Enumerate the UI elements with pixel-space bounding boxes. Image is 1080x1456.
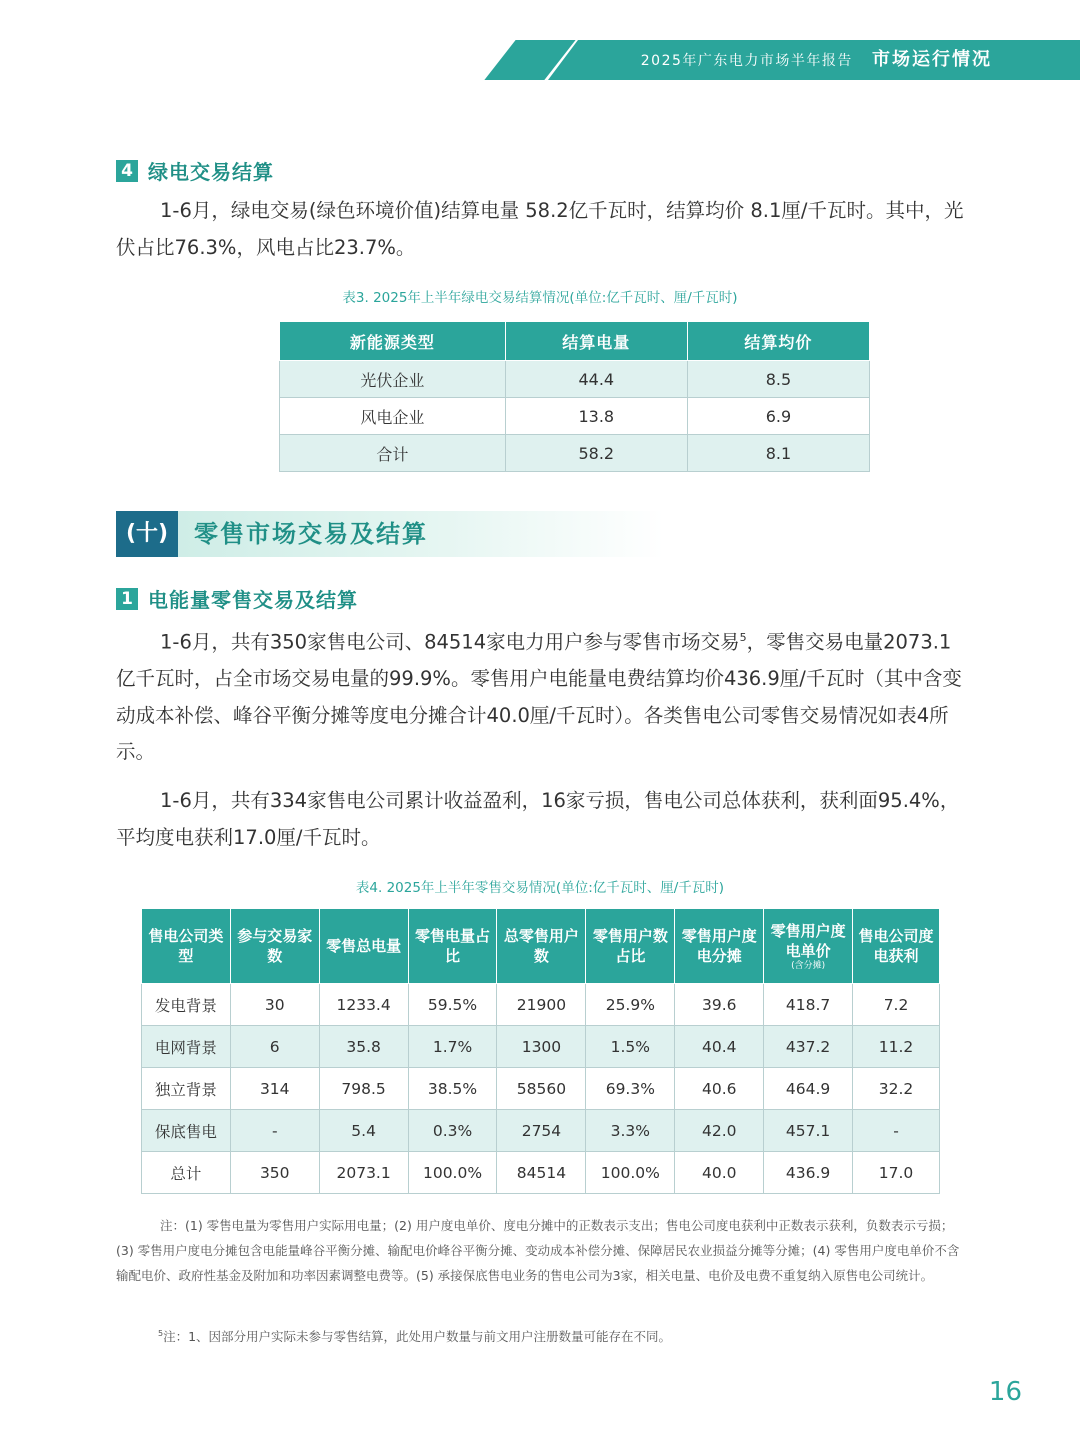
table-header-cell: 总零售用户数 (497, 909, 586, 984)
footnote-marker: 5 (158, 1328, 164, 1338)
green-trading-paragraph: 1-6月，绿电交易(绿色环境价值)结算电量 58.2亿千瓦时，结算均价 8.1厘/千瓦时。其中，光伏占比76.3%，风电占比23.7%。 (116, 199, 964, 259)
retail-paragraph-1 (116, 620, 968, 771)
table-note: 注：(1) 零售电量为零售用户实际用电量；(2) 用户度电单价、度电分摊中的正数表示支出；售电公司度电获利中正数表示获利，负数表示亏损；(3) 零售用户度电分摊包含电能量峰谷平衡分摊、输配电价峰谷平衡分摊、变动成本补偿分摊、保障居民农业损益分摊等分摊；(4) 零售用户度电单价不含输配电价、政府性基金及附加和功率因素调整电费等。(5) 承接保底售电业务的售电公司为3家，相关电量、电价及电费不重复纳入原售电公司统计。 (116, 1218, 960, 1283)
table-cell: 7.2 (853, 984, 940, 1026)
table-cell: 314 (230, 1068, 319, 1110)
table-row (142, 1026, 940, 1068)
subheading-title: 绿电交易结算 (148, 160, 274, 184)
table-cell: 8.1 (687, 435, 869, 472)
footnote-ref: 5 (739, 631, 747, 644)
table-row (142, 1110, 940, 1152)
table-cell: 11.2 (853, 1026, 940, 1068)
subheading-title: 电能量零售交易及结算 (148, 588, 358, 612)
table-header-cell: 零售用户数占比 (586, 909, 675, 984)
table-cell: - (853, 1110, 940, 1152)
table-header-cell: 零售总电量 (319, 909, 408, 984)
page-number: 16 (988, 1377, 1022, 1407)
table-cell: 合计 (280, 435, 506, 472)
table-cell: 436.9 (764, 1152, 853, 1194)
table-cell: 17.0 (853, 1152, 940, 1194)
table-cell: 40.0 (675, 1152, 764, 1194)
table-header-row (280, 322, 870, 361)
report-title: 2025年广东电力市场半年报告 (640, 53, 853, 69)
table-cell: 350 (230, 1152, 319, 1194)
table-header-note: (含分摊) (791, 961, 826, 971)
table-header-label: 零售用户度电单价 (770, 922, 846, 960)
table-cell: 2073.1 (319, 1152, 408, 1194)
table-row (280, 361, 870, 398)
table-cell: 100.0% (586, 1152, 675, 1194)
page-header (641, 40, 992, 80)
section-number: (十) (116, 511, 178, 557)
table-cell: 25.9% (586, 984, 675, 1026)
table-cell: 42.0 (675, 1110, 764, 1152)
table-cell: 6 (230, 1026, 319, 1068)
table-header-cell: 结算电量 (505, 322, 687, 361)
table-cell: 保底售电 (142, 1110, 231, 1152)
subheading-retail (116, 584, 358, 613)
table-header-cell-unit-price (764, 909, 853, 984)
table-header-cell: 参与交易家数 (230, 909, 319, 984)
table-cell: 84514 (497, 1152, 586, 1194)
table-cell: 1.5% (586, 1026, 675, 1068)
table-cell: 38.5% (408, 1068, 497, 1110)
footnote-text: 注：1、因部分用户实际未参与零售结算，此处用户数量与前文用户注册数量可能存在不同。 (163, 1329, 672, 1344)
table-header-row (142, 909, 940, 984)
footnote (158, 1327, 671, 1345)
table-cell: 437.2 (764, 1026, 853, 1068)
table-cell: 0.3% (408, 1110, 497, 1152)
table-cell: 32.2 (853, 1068, 940, 1110)
table-cell: 8.5 (687, 361, 869, 398)
table-cell: 风电企业 (280, 398, 506, 435)
table-header-cell: 零售用户度电分摊 (675, 909, 764, 984)
subheading-number: 4 (116, 160, 138, 182)
retail-paragraph-1-end: ，零售交易电量2073.1亿千瓦时，占全市场交易电量的99.9%。零售用户电能量电费结算均价436.9厘/千瓦时（其中含变动成本补偿、峰谷平衡分摊等度电分摊合计40.0厘/千瓦时）。各类售电公司零售交易情况如表4所示。 (116, 630, 962, 763)
table-cell: 光伏企业 (280, 361, 506, 398)
section-title: 市场运行情况 (872, 49, 992, 70)
table-header-cell: 新能源类型 (280, 322, 506, 361)
table4-caption: 表4. 2025年上半年零售交易情况(单位:亿千瓦时、厘/千瓦时) (355, 880, 725, 896)
table3-caption: 表3. 2025年上半年绿电交易结算情况(单位:亿千瓦时、厘/千瓦时) (342, 290, 738, 306)
table-cell: 44.4 (505, 361, 687, 398)
table-cell: 2754 (497, 1110, 586, 1152)
table-cell: 100.0% (408, 1152, 497, 1194)
table-body (142, 984, 940, 1194)
table-cell: 39.6 (675, 984, 764, 1026)
table-row (142, 984, 940, 1026)
table-cell: 464.9 (764, 1068, 853, 1110)
table-cell: 40.4 (675, 1026, 764, 1068)
table-cell: 总计 (142, 1152, 231, 1194)
table-row (142, 1068, 940, 1110)
table-row (280, 435, 870, 472)
table-cell: 13.8 (505, 398, 687, 435)
table-cell: 798.5 (319, 1068, 408, 1110)
subheading-green-trading (116, 156, 274, 185)
table-cell: 58560 (497, 1068, 586, 1110)
section-banner (116, 511, 664, 557)
table-cell: 独立背景 (142, 1068, 231, 1110)
table-header-cell: 售电公司类型 (142, 909, 231, 984)
section-heading: 零售市场交易及结算 (194, 520, 428, 548)
subheading-number: 1 (116, 588, 138, 610)
table-cell: 35.8 (319, 1026, 408, 1068)
table-header-cell: 结算均价 (687, 322, 869, 361)
table-cell: 6.9 (687, 398, 869, 435)
table-cell: 40.6 (675, 1068, 764, 1110)
table-cell: 1300 (497, 1026, 586, 1068)
table-cell: 21900 (497, 984, 586, 1026)
table-header-cell: 售电公司度电获利 (853, 909, 940, 984)
table-cell: 69.3% (586, 1068, 675, 1110)
table-cell: 59.5% (408, 984, 497, 1026)
retail-paragraph-1-start: 1-6月，共有350家售电公司、84514家电力用户参与零售市场交易 (160, 630, 740, 654)
table-cell: 1.7% (408, 1026, 497, 1068)
table-cell: 418.7 (764, 984, 853, 1026)
table-cell: 电网背景 (142, 1026, 231, 1068)
green-settlement-table (279, 321, 870, 472)
table-cell: 5.4 (319, 1110, 408, 1152)
table-cell: 457.1 (764, 1110, 853, 1152)
retail-trading-table (141, 908, 940, 1194)
table-row (280, 398, 870, 435)
table-cell: 58.2 (505, 435, 687, 472)
table-row (142, 1152, 940, 1194)
retail-paragraph-2: 1-6月，共有334家售电公司累计收益盈利，16家亏损，售电公司总体获利，获利面95.4%，平均度电获利17.0厘/千瓦时。 (116, 789, 960, 849)
table-header-cell: 零售电量占比 (408, 909, 497, 984)
table-cell: 发电背景 (142, 984, 231, 1026)
table-cell: 30 (230, 984, 319, 1026)
table-cell: 1233.4 (319, 984, 408, 1026)
table-cell: 3.3% (586, 1110, 675, 1152)
table-cell: - (230, 1110, 319, 1152)
